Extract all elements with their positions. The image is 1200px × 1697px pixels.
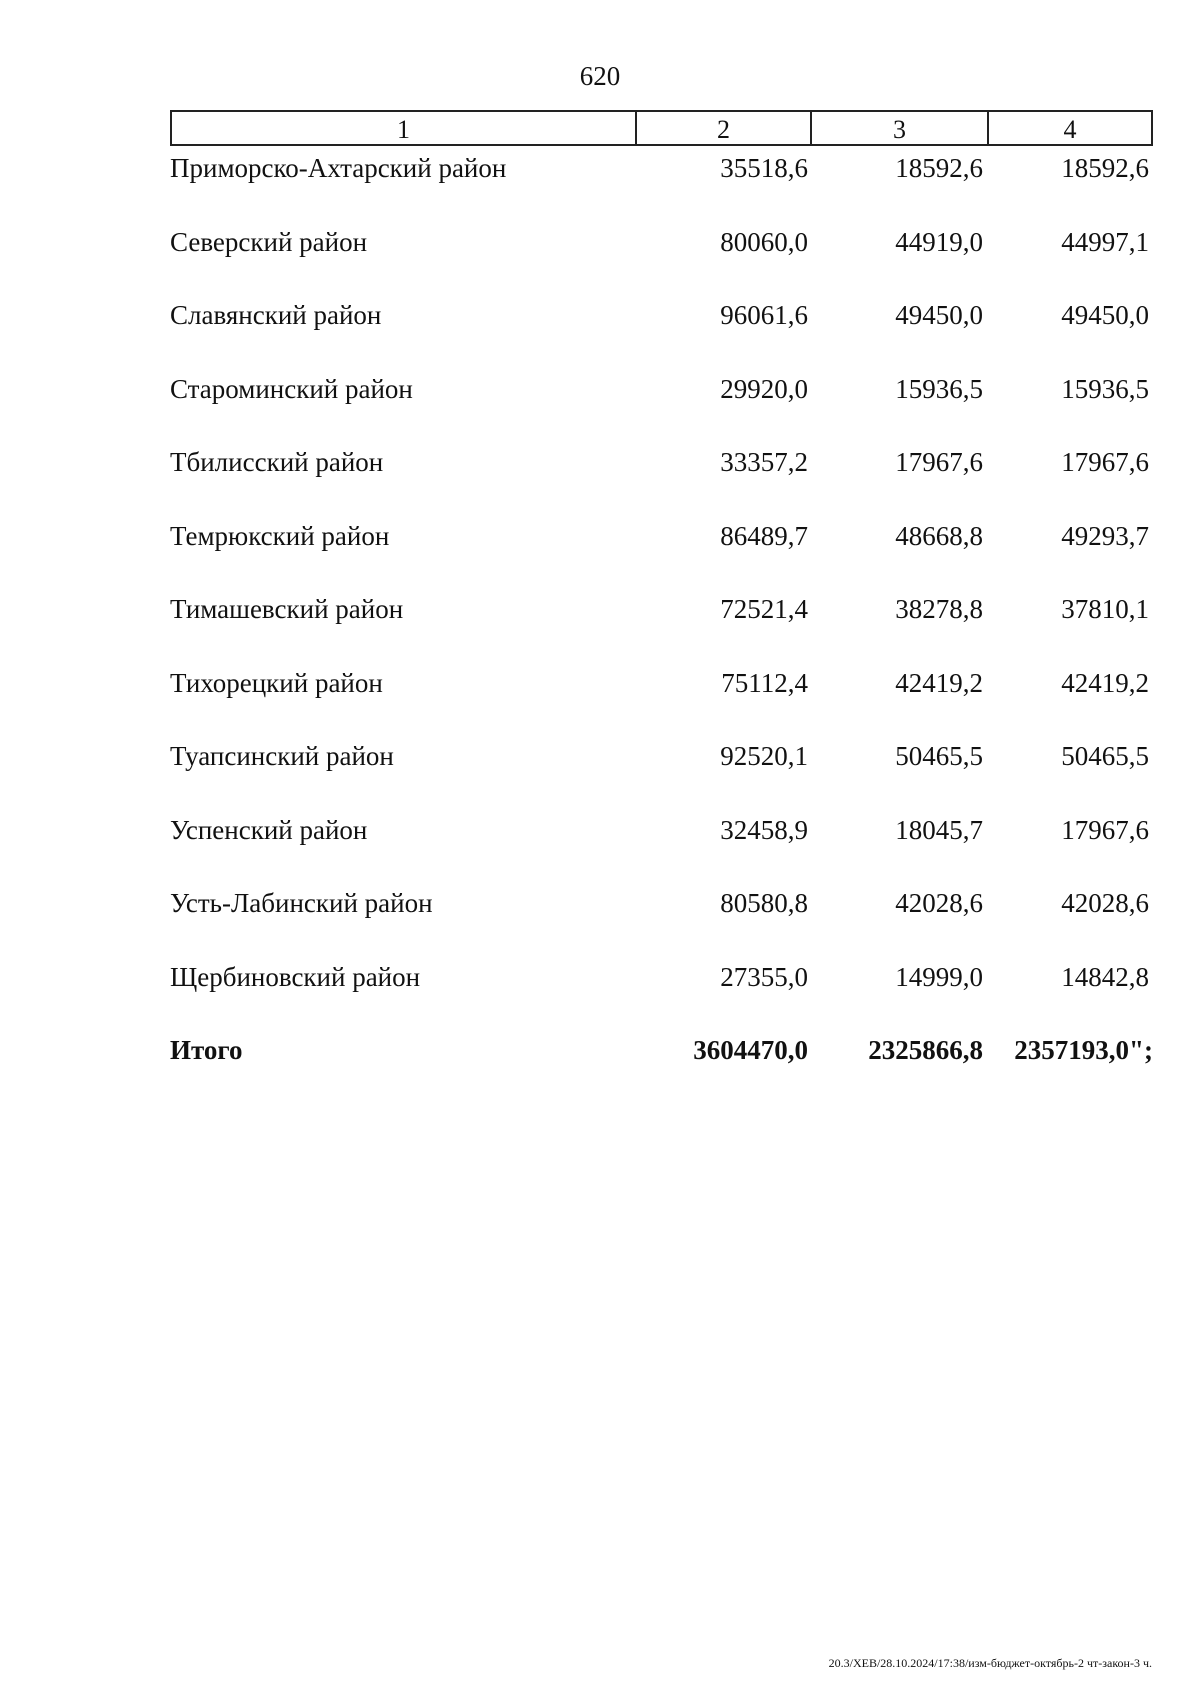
value-col-2: 35518,6 [720,153,808,183]
value-col-2: 75112,4 [721,667,808,698]
value-col-3: 42028,6 [895,888,983,918]
district-name: Северский район [170,226,368,257]
value-col-4: 17967,6 [1061,447,1149,477]
table-row [170,371,1153,445]
table-row [170,591,1153,665]
table-row [170,224,1153,298]
value-col-4: 15936,5 [1061,373,1149,404]
district-name: Приморско-Ахтарский район [170,153,507,183]
page-number: 620 [579,61,621,91]
table-body [170,150,1153,1106]
value-col-2: 33357,2 [720,447,808,477]
value-col-3: 44919,0 [895,226,983,257]
table-row [170,738,1153,812]
value-col-3: 15936,5 [895,373,983,404]
table-row [170,150,1153,224]
value-col-4: 42419,2 [1061,667,1149,698]
value-col-3: 50465,5 [895,741,983,771]
value-col-4: 49293,7 [1061,520,1149,551]
value-col-3: 14999,0 [895,961,983,992]
table-row [170,959,1153,1033]
header-cell-2: 2 [635,112,810,144]
value-col-2: 27355,0 [720,961,808,992]
value-col-2: 80060,0 [720,226,808,257]
total-col-2: 3604470,0 [693,1035,808,1065]
header-cell-3: 3 [810,112,987,144]
value-col-3: 48668,8 [895,520,983,551]
table-row [170,812,1153,886]
value-col-4: 50465,5 [1061,741,1149,771]
value-col-3: 38278,8 [895,594,983,624]
value-col-4: 42028,6 [1061,888,1149,918]
value-col-3: 18045,7 [895,814,983,845]
table-row [170,444,1153,518]
footer-document-code: 20.3/ХЕВ/28.10.2024/17:38/изм-бюджет-октябрь-2 чт-закон-3 ч. [828,1656,1152,1670]
value-col-2: 92520,1 [720,741,808,771]
header-cell-1: 1 [397,115,410,144]
value-col-4: 44997,1 [1061,226,1149,257]
total-row [170,1032,1153,1106]
value-col-2: 80580,8 [720,888,808,918]
value-col-2: 72521,4 [720,594,808,624]
value-col-3: 17967,6 [895,447,983,477]
value-col-2: 32458,9 [720,814,808,845]
table-row [170,297,1153,371]
table-row [170,665,1153,739]
value-col-4: 17967,6 [1061,814,1149,845]
district-name: Славянский район [170,300,382,330]
district-name: Успенский район [170,814,368,845]
district-name: Тихорецкий район [170,667,383,698]
value-col-3: 42419,2 [895,667,983,698]
value-col-2: 86489,7 [720,520,808,551]
value-col-3: 49450,0 [895,300,983,330]
total-col-3: 2325866,8 [868,1035,983,1065]
value-col-4: 18592,6 [1061,153,1149,183]
district-name: Щербиновский район [170,961,421,992]
table-header [170,110,1153,146]
total-col-4: 2357193,0"; [1014,1035,1153,1065]
value-col-4: 49450,0 [1061,300,1149,330]
value-col-2: 29920,0 [720,373,808,404]
total-label: Итого [170,1035,243,1065]
value-col-3: 18592,6 [895,153,983,183]
district-name: Темрюкский район [170,520,390,551]
value-col-2: 96061,6 [720,300,808,330]
value-col-4: 37810,1 [1061,594,1149,624]
value-col-4: 14842,8 [1061,961,1149,992]
district-name: Усть-Лабинский район [170,888,433,918]
district-name: Тимашевский район [170,594,404,624]
header-cell-4: 4 [987,112,1151,144]
district-name: Тбилисский район [170,447,384,477]
table-row [170,885,1153,959]
district-name: Староминский район [170,373,413,404]
district-name: Туапсинский район [170,741,394,771]
table-row [170,518,1153,592]
